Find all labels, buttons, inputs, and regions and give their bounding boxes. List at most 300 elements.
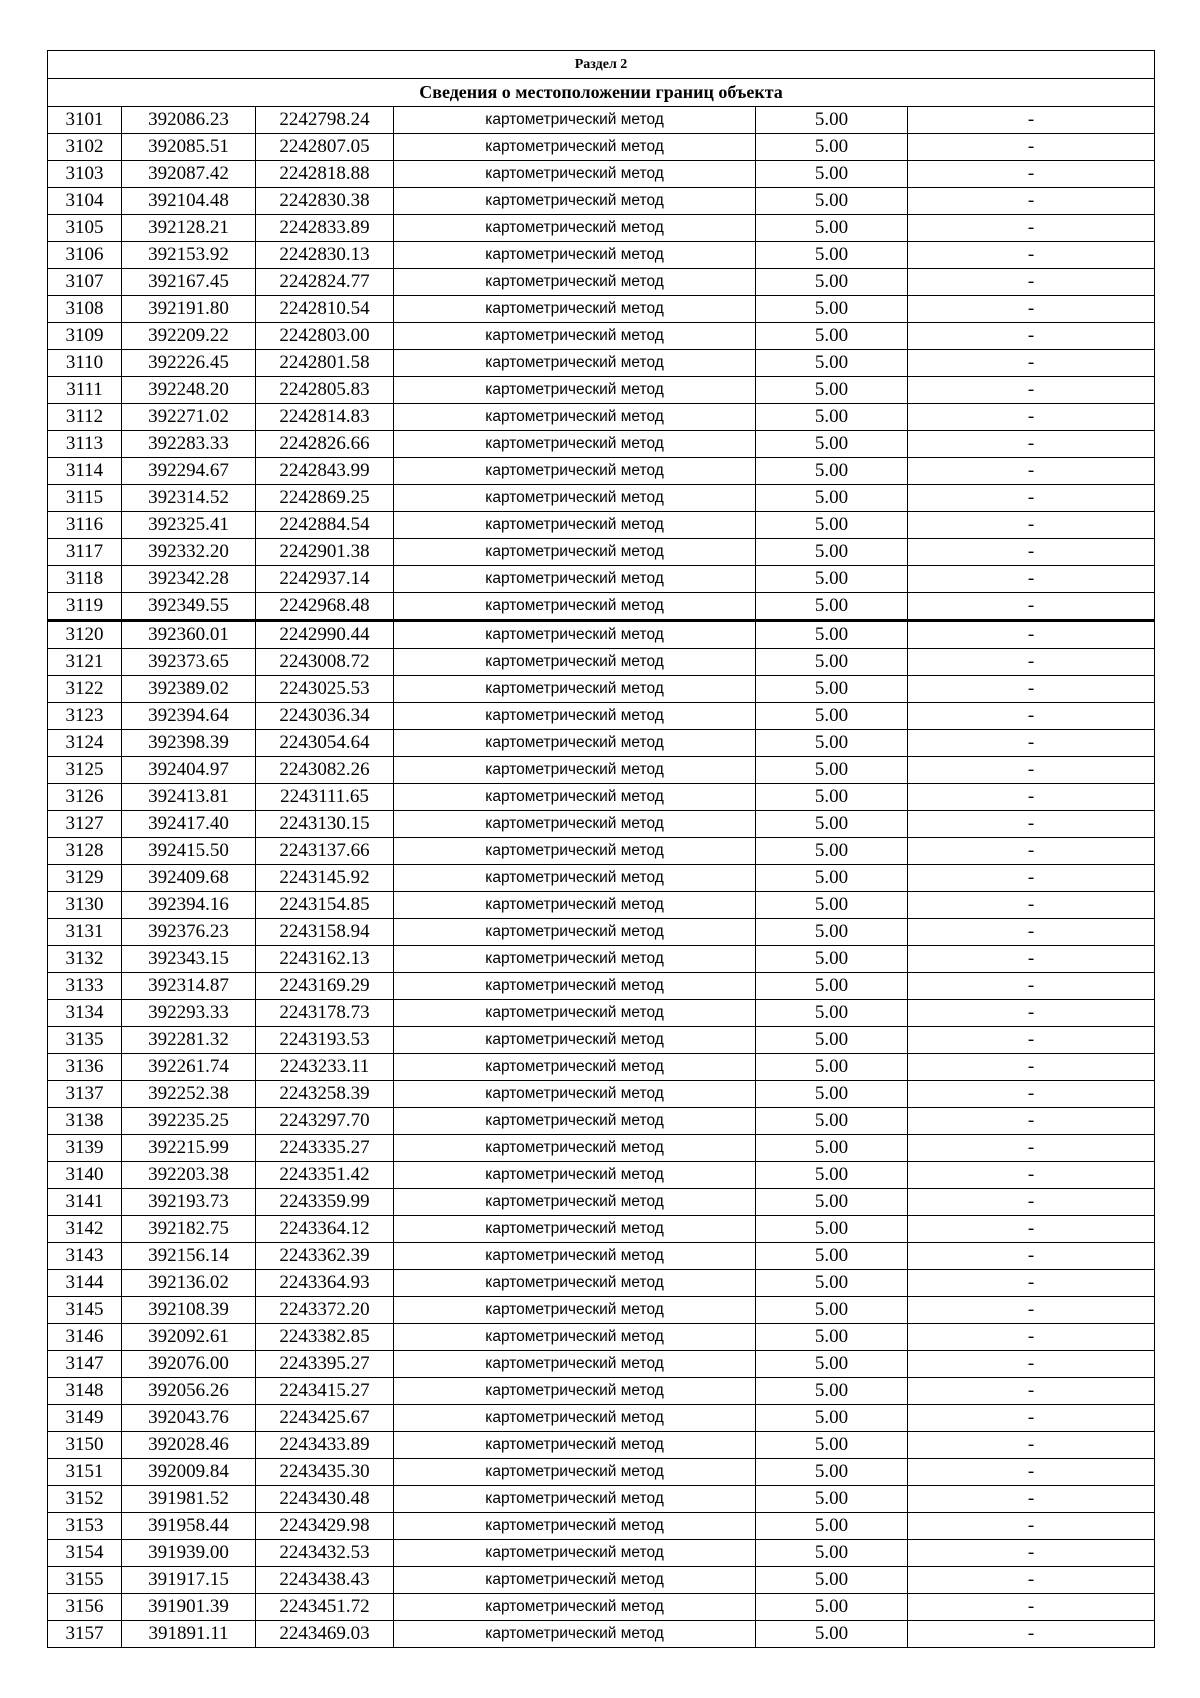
method-cell: картометрический метод xyxy=(394,1162,756,1189)
accuracy-cell: 5.00 xyxy=(756,1270,908,1297)
accuracy-cell: 5.00 xyxy=(756,377,908,404)
y-coordinate-cell: 2243162.13 xyxy=(256,946,394,973)
point-number-cell: 3108 xyxy=(48,296,122,323)
x-coordinate-cell: 391981.52 xyxy=(122,1486,256,1513)
point-number-cell: 3113 xyxy=(48,431,122,458)
x-coordinate-cell: 392104.48 xyxy=(122,188,256,215)
x-coordinate-cell: 392167.45 xyxy=(122,269,256,296)
table-row xyxy=(48,1594,1155,1621)
method-cell: картометрический метод xyxy=(394,1540,756,1567)
point-number-cell: 3103 xyxy=(48,161,122,188)
accuracy-cell: 5.00 xyxy=(756,973,908,1000)
method-cell: картометрический метод xyxy=(394,919,756,946)
description-cell: - xyxy=(908,1027,1155,1054)
point-number-cell: 3146 xyxy=(48,1324,122,1351)
method-cell: картометрический метод xyxy=(394,946,756,973)
x-coordinate-cell: 392404.97 xyxy=(122,757,256,784)
table-row xyxy=(48,1432,1155,1459)
method-cell: картометрический метод xyxy=(394,242,756,269)
point-number-cell: 3140 xyxy=(48,1162,122,1189)
accuracy-cell: 5.00 xyxy=(756,1594,908,1621)
method-cell: картометрический метод xyxy=(394,350,756,377)
accuracy-cell: 5.00 xyxy=(756,539,908,566)
y-coordinate-cell: 2242818.88 xyxy=(256,161,394,188)
table-row xyxy=(48,431,1155,458)
method-cell: картометрический метод xyxy=(394,269,756,296)
accuracy-cell: 5.00 xyxy=(756,161,908,188)
x-coordinate-cell: 392153.92 xyxy=(122,242,256,269)
point-number-cell: 3112 xyxy=(48,404,122,431)
x-coordinate-cell: 392294.67 xyxy=(122,458,256,485)
table-row xyxy=(48,621,1155,649)
y-coordinate-cell: 2242990.44 xyxy=(256,621,394,649)
description-cell: - xyxy=(908,1486,1155,1513)
point-number-cell: 3101 xyxy=(48,107,122,134)
method-cell: картометрический метод xyxy=(394,134,756,161)
accuracy-cell: 5.00 xyxy=(756,1540,908,1567)
method-cell: картометрический метод xyxy=(394,730,756,757)
accuracy-cell: 5.00 xyxy=(756,649,908,676)
accuracy-cell: 5.00 xyxy=(756,1486,908,1513)
accuracy-cell: 5.00 xyxy=(756,134,908,161)
x-coordinate-cell: 391891.11 xyxy=(122,1621,256,1648)
description-cell: - xyxy=(908,1135,1155,1162)
accuracy-cell: 5.00 xyxy=(756,1297,908,1324)
description-cell: - xyxy=(908,350,1155,377)
accuracy-cell: 5.00 xyxy=(756,296,908,323)
point-number-cell: 3128 xyxy=(48,838,122,865)
table-row xyxy=(48,1027,1155,1054)
description-cell: - xyxy=(908,1000,1155,1027)
y-coordinate-cell: 2243430.48 xyxy=(256,1486,394,1513)
point-number-cell: 3123 xyxy=(48,703,122,730)
x-coordinate-cell: 392271.02 xyxy=(122,404,256,431)
description-cell: - xyxy=(908,1054,1155,1081)
section-header-row xyxy=(48,51,1155,79)
point-number-cell: 3116 xyxy=(48,512,122,539)
table-row xyxy=(48,1108,1155,1135)
point-number-cell: 3132 xyxy=(48,946,122,973)
y-coordinate-cell: 2242801.58 xyxy=(256,350,394,377)
description-cell: - xyxy=(908,1432,1155,1459)
description-cell: - xyxy=(908,404,1155,431)
table-row xyxy=(48,1351,1155,1378)
x-coordinate-cell: 392376.23 xyxy=(122,919,256,946)
x-coordinate-cell: 392028.46 xyxy=(122,1432,256,1459)
y-coordinate-cell: 2242968.48 xyxy=(256,593,394,621)
table-row xyxy=(48,485,1155,512)
y-coordinate-cell: 2242814.83 xyxy=(256,404,394,431)
table-row xyxy=(48,134,1155,161)
y-coordinate-cell: 2242803.00 xyxy=(256,323,394,350)
y-coordinate-cell: 2243351.42 xyxy=(256,1162,394,1189)
x-coordinate-cell: 392394.64 xyxy=(122,703,256,730)
point-number-cell: 3151 xyxy=(48,1459,122,1486)
accuracy-cell: 5.00 xyxy=(756,1108,908,1135)
point-number-cell: 3125 xyxy=(48,757,122,784)
y-coordinate-cell: 2243145.92 xyxy=(256,865,394,892)
accuracy-cell: 5.00 xyxy=(756,865,908,892)
point-number-cell: 3136 xyxy=(48,1054,122,1081)
x-coordinate-cell: 392314.87 xyxy=(122,973,256,1000)
document-sheet xyxy=(47,50,1154,1648)
table-row xyxy=(48,539,1155,566)
description-cell: - xyxy=(908,1594,1155,1621)
point-number-cell: 3135 xyxy=(48,1027,122,1054)
description-cell: - xyxy=(908,485,1155,512)
x-coordinate-cell: 392261.74 xyxy=(122,1054,256,1081)
table-row xyxy=(48,757,1155,784)
accuracy-cell: 5.00 xyxy=(756,1027,908,1054)
x-coordinate-cell: 392215.99 xyxy=(122,1135,256,1162)
point-number-cell: 3109 xyxy=(48,323,122,350)
description-cell: - xyxy=(908,784,1155,811)
accuracy-cell: 5.00 xyxy=(756,1081,908,1108)
x-coordinate-cell: 392009.84 xyxy=(122,1459,256,1486)
boundary-coordinates-table xyxy=(47,50,1155,1648)
accuracy-cell: 5.00 xyxy=(756,1378,908,1405)
method-cell: картометрический метод xyxy=(394,757,756,784)
point-number-cell: 3105 xyxy=(48,215,122,242)
point-number-cell: 3152 xyxy=(48,1486,122,1513)
table-row xyxy=(48,1270,1155,1297)
method-cell: картометрический метод xyxy=(394,404,756,431)
y-coordinate-cell: 2243297.70 xyxy=(256,1108,394,1135)
point-number-cell: 3118 xyxy=(48,566,122,593)
table-row xyxy=(48,242,1155,269)
y-coordinate-cell: 2242833.89 xyxy=(256,215,394,242)
accuracy-cell: 5.00 xyxy=(756,1324,908,1351)
x-coordinate-cell: 392209.22 xyxy=(122,323,256,350)
description-cell: - xyxy=(908,973,1155,1000)
method-cell: картометрический метод xyxy=(394,539,756,566)
y-coordinate-cell: 2243362.39 xyxy=(256,1243,394,1270)
accuracy-cell: 5.00 xyxy=(756,566,908,593)
method-cell: картометрический метод xyxy=(394,431,756,458)
table-row xyxy=(48,1135,1155,1162)
accuracy-cell: 5.00 xyxy=(756,485,908,512)
description-cell: - xyxy=(908,323,1155,350)
x-coordinate-cell: 392043.76 xyxy=(122,1405,256,1432)
x-coordinate-cell: 392252.38 xyxy=(122,1081,256,1108)
x-coordinate-cell: 392283.33 xyxy=(122,431,256,458)
table-row xyxy=(48,1189,1155,1216)
point-number-cell: 3134 xyxy=(48,1000,122,1027)
y-coordinate-cell: 2243359.99 xyxy=(256,1189,394,1216)
point-number-cell: 3155 xyxy=(48,1567,122,1594)
method-cell: картометрический метод xyxy=(394,811,756,838)
table-row xyxy=(48,350,1155,377)
method-cell: картометрический метод xyxy=(394,649,756,676)
table-body xyxy=(48,51,1155,1648)
x-coordinate-cell: 392108.39 xyxy=(122,1297,256,1324)
description-cell: - xyxy=(908,242,1155,269)
accuracy-cell: 5.00 xyxy=(756,1000,908,1027)
accuracy-cell: 5.00 xyxy=(756,892,908,919)
description-cell: - xyxy=(908,593,1155,621)
method-cell: картометрический метод xyxy=(394,1270,756,1297)
table-row xyxy=(48,1000,1155,1027)
accuracy-cell: 5.00 xyxy=(756,323,908,350)
accuracy-cell: 5.00 xyxy=(756,676,908,703)
method-cell: картометрический метод xyxy=(394,296,756,323)
method-cell: картометрический метод xyxy=(394,323,756,350)
point-number-cell: 3149 xyxy=(48,1405,122,1432)
method-cell: картометрический метод xyxy=(394,838,756,865)
point-number-cell: 3142 xyxy=(48,1216,122,1243)
table-row xyxy=(48,811,1155,838)
x-coordinate-cell: 391917.15 xyxy=(122,1567,256,1594)
x-coordinate-cell: 392076.00 xyxy=(122,1351,256,1378)
point-number-cell: 3148 xyxy=(48,1378,122,1405)
description-cell: - xyxy=(908,296,1155,323)
point-number-cell: 3156 xyxy=(48,1594,122,1621)
accuracy-cell: 5.00 xyxy=(756,1405,908,1432)
table-row xyxy=(48,946,1155,973)
method-cell: картометрический метод xyxy=(394,188,756,215)
x-coordinate-cell: 392092.61 xyxy=(122,1324,256,1351)
method-cell: картометрический метод xyxy=(394,1567,756,1594)
description-cell: - xyxy=(908,757,1155,784)
method-cell: картометрический метод xyxy=(394,676,756,703)
method-cell: картометрический метод xyxy=(394,865,756,892)
table-row xyxy=(48,1324,1155,1351)
x-coordinate-cell: 392087.42 xyxy=(122,161,256,188)
accuracy-cell: 5.00 xyxy=(756,350,908,377)
accuracy-cell: 5.00 xyxy=(756,811,908,838)
method-cell: картометрический метод xyxy=(394,1216,756,1243)
table-title-row xyxy=(48,79,1155,107)
method-cell: картометрический метод xyxy=(394,973,756,1000)
accuracy-cell: 5.00 xyxy=(756,621,908,649)
method-cell: картометрический метод xyxy=(394,1054,756,1081)
method-cell: картометрический метод xyxy=(394,485,756,512)
accuracy-cell: 5.00 xyxy=(756,269,908,296)
y-coordinate-cell: 2243364.12 xyxy=(256,1216,394,1243)
point-number-cell: 3115 xyxy=(48,485,122,512)
point-number-cell: 3130 xyxy=(48,892,122,919)
y-coordinate-cell: 2243469.03 xyxy=(256,1621,394,1648)
x-coordinate-cell: 392156.14 xyxy=(122,1243,256,1270)
table-row xyxy=(48,1540,1155,1567)
x-coordinate-cell: 391901.39 xyxy=(122,1594,256,1621)
accuracy-cell: 5.00 xyxy=(756,1351,908,1378)
x-coordinate-cell: 392128.21 xyxy=(122,215,256,242)
y-coordinate-cell: 2243233.11 xyxy=(256,1054,394,1081)
table-row xyxy=(48,458,1155,485)
point-number-cell: 3114 xyxy=(48,458,122,485)
x-coordinate-cell: 392248.20 xyxy=(122,377,256,404)
accuracy-cell: 5.00 xyxy=(756,242,908,269)
x-coordinate-cell: 392389.02 xyxy=(122,676,256,703)
method-cell: картометрический метод xyxy=(394,458,756,485)
y-coordinate-cell: 2243429.98 xyxy=(256,1513,394,1540)
y-coordinate-cell: 2242901.38 xyxy=(256,539,394,566)
accuracy-cell: 5.00 xyxy=(756,1567,908,1594)
description-cell: - xyxy=(908,134,1155,161)
point-number-cell: 3104 xyxy=(48,188,122,215)
table-row xyxy=(48,892,1155,919)
description-cell: - xyxy=(908,1189,1155,1216)
accuracy-cell: 5.00 xyxy=(756,838,908,865)
description-cell: - xyxy=(908,946,1155,973)
description-cell: - xyxy=(908,539,1155,566)
y-coordinate-cell: 2242884.54 xyxy=(256,512,394,539)
table-row xyxy=(48,107,1155,134)
point-number-cell: 3117 xyxy=(48,539,122,566)
y-coordinate-cell: 2242937.14 xyxy=(256,566,394,593)
description-cell: - xyxy=(908,838,1155,865)
description-cell: - xyxy=(908,458,1155,485)
description-cell: - xyxy=(908,1081,1155,1108)
description-cell: - xyxy=(908,1567,1155,1594)
method-cell: картометрический метод xyxy=(394,215,756,242)
x-coordinate-cell: 392325.41 xyxy=(122,512,256,539)
accuracy-cell: 5.00 xyxy=(756,1621,908,1648)
x-coordinate-cell: 392398.39 xyxy=(122,730,256,757)
y-coordinate-cell: 2243432.53 xyxy=(256,1540,394,1567)
y-coordinate-cell: 2242805.83 xyxy=(256,377,394,404)
point-number-cell: 3107 xyxy=(48,269,122,296)
y-coordinate-cell: 2242830.38 xyxy=(256,188,394,215)
y-coordinate-cell: 2243395.27 xyxy=(256,1351,394,1378)
description-cell: - xyxy=(908,1243,1155,1270)
table-row xyxy=(48,377,1155,404)
method-cell: картометрический метод xyxy=(394,1108,756,1135)
description-cell: - xyxy=(908,1270,1155,1297)
x-coordinate-cell: 392343.15 xyxy=(122,946,256,973)
point-number-cell: 3153 xyxy=(48,1513,122,1540)
accuracy-cell: 5.00 xyxy=(756,1135,908,1162)
y-coordinate-cell: 2243258.39 xyxy=(256,1081,394,1108)
point-number-cell: 3119 xyxy=(48,593,122,621)
x-coordinate-cell: 392373.65 xyxy=(122,649,256,676)
table-row xyxy=(48,676,1155,703)
y-coordinate-cell: 2243451.72 xyxy=(256,1594,394,1621)
method-cell: картометрический метод xyxy=(394,1027,756,1054)
y-coordinate-cell: 2243372.20 xyxy=(256,1297,394,1324)
point-number-cell: 3150 xyxy=(48,1432,122,1459)
table-row xyxy=(48,1081,1155,1108)
y-coordinate-cell: 2243438.43 xyxy=(256,1567,394,1594)
y-coordinate-cell: 2243435.30 xyxy=(256,1459,394,1486)
accuracy-cell: 5.00 xyxy=(756,107,908,134)
table-row xyxy=(48,703,1155,730)
x-coordinate-cell: 392332.20 xyxy=(122,539,256,566)
y-coordinate-cell: 2243111.65 xyxy=(256,784,394,811)
description-cell: - xyxy=(908,161,1155,188)
y-coordinate-cell: 2243178.73 xyxy=(256,1000,394,1027)
x-coordinate-cell: 392342.28 xyxy=(122,566,256,593)
y-coordinate-cell: 2243137.66 xyxy=(256,838,394,865)
table-row xyxy=(48,730,1155,757)
y-coordinate-cell: 2243415.27 xyxy=(256,1378,394,1405)
point-number-cell: 3143 xyxy=(48,1243,122,1270)
method-cell: картометрический метод xyxy=(394,1486,756,1513)
accuracy-cell: 5.00 xyxy=(756,1216,908,1243)
table-row xyxy=(48,161,1155,188)
point-number-cell: 3121 xyxy=(48,649,122,676)
x-coordinate-cell: 392413.81 xyxy=(122,784,256,811)
point-number-cell: 3122 xyxy=(48,676,122,703)
accuracy-cell: 5.00 xyxy=(756,512,908,539)
y-coordinate-cell: 2242826.66 xyxy=(256,431,394,458)
x-coordinate-cell: 392314.52 xyxy=(122,485,256,512)
point-number-cell: 3137 xyxy=(48,1081,122,1108)
accuracy-cell: 5.00 xyxy=(756,1459,908,1486)
table-row xyxy=(48,838,1155,865)
y-coordinate-cell: 2242798.24 xyxy=(256,107,394,134)
x-coordinate-cell: 392182.75 xyxy=(122,1216,256,1243)
point-number-cell: 3102 xyxy=(48,134,122,161)
table-row xyxy=(48,215,1155,242)
table-title: Сведения о местоположении границ объекта xyxy=(48,79,1155,107)
point-number-cell: 3111 xyxy=(48,377,122,404)
point-number-cell: 3124 xyxy=(48,730,122,757)
x-coordinate-cell: 392281.32 xyxy=(122,1027,256,1054)
accuracy-cell: 5.00 xyxy=(756,593,908,621)
y-coordinate-cell: 2243335.27 xyxy=(256,1135,394,1162)
description-cell: - xyxy=(908,1351,1155,1378)
point-number-cell: 3133 xyxy=(48,973,122,1000)
method-cell: картометрический метод xyxy=(394,377,756,404)
x-coordinate-cell: 391939.00 xyxy=(122,1540,256,1567)
description-cell: - xyxy=(908,676,1155,703)
section-label: Раздел 2 xyxy=(48,51,1155,79)
method-cell: картометрический метод xyxy=(394,1378,756,1405)
method-cell: картометрический метод xyxy=(394,703,756,730)
y-coordinate-cell: 2242807.05 xyxy=(256,134,394,161)
point-number-cell: 3139 xyxy=(48,1135,122,1162)
method-cell: картометрический метод xyxy=(394,1594,756,1621)
table-row xyxy=(48,1297,1155,1324)
description-cell: - xyxy=(908,512,1155,539)
point-number-cell: 3127 xyxy=(48,811,122,838)
description-cell: - xyxy=(908,1324,1155,1351)
x-coordinate-cell: 392360.01 xyxy=(122,621,256,649)
method-cell: картометрический метод xyxy=(394,1081,756,1108)
description-cell: - xyxy=(908,1108,1155,1135)
method-cell: картометрический метод xyxy=(394,1000,756,1027)
description-cell: - xyxy=(908,107,1155,134)
x-coordinate-cell: 392417.40 xyxy=(122,811,256,838)
description-cell: - xyxy=(908,1216,1155,1243)
x-coordinate-cell: 392349.55 xyxy=(122,593,256,621)
point-number-cell: 3120 xyxy=(48,621,122,649)
method-cell: картометрический метод xyxy=(394,1513,756,1540)
table-row xyxy=(48,1486,1155,1513)
y-coordinate-cell: 2243008.72 xyxy=(256,649,394,676)
accuracy-cell: 5.00 xyxy=(756,404,908,431)
point-number-cell: 3129 xyxy=(48,865,122,892)
description-cell: - xyxy=(908,730,1155,757)
y-coordinate-cell: 2243130.15 xyxy=(256,811,394,838)
x-coordinate-cell: 392409.68 xyxy=(122,865,256,892)
x-coordinate-cell: 392394.16 xyxy=(122,892,256,919)
method-cell: картометрический метод xyxy=(394,1297,756,1324)
table-row xyxy=(48,1243,1155,1270)
method-cell: картометрический метод xyxy=(394,1324,756,1351)
table-row xyxy=(48,784,1155,811)
description-cell: - xyxy=(908,1405,1155,1432)
description-cell: - xyxy=(908,1621,1155,1648)
y-coordinate-cell: 2242869.25 xyxy=(256,485,394,512)
accuracy-cell: 5.00 xyxy=(756,919,908,946)
accuracy-cell: 5.00 xyxy=(756,784,908,811)
y-coordinate-cell: 2242830.13 xyxy=(256,242,394,269)
description-cell: - xyxy=(908,892,1155,919)
method-cell: картометрический метод xyxy=(394,1243,756,1270)
